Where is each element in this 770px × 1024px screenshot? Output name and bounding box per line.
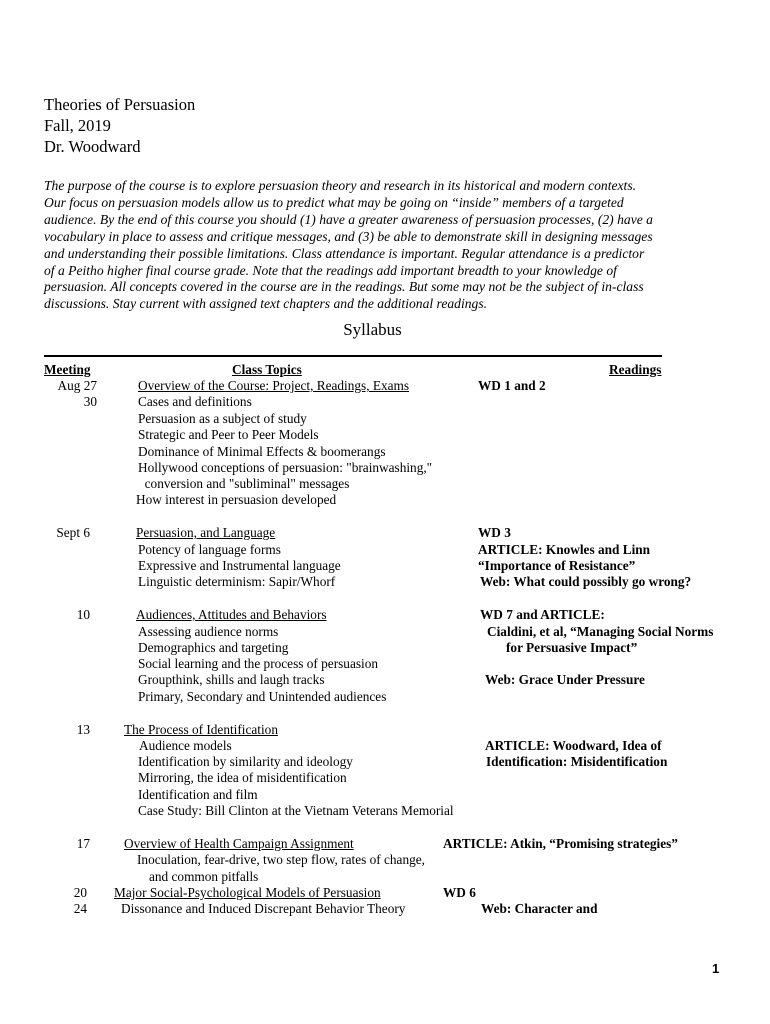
divider-rule (44, 355, 662, 357)
topic-heading: Overview of Health Campaign Assignment (124, 836, 354, 851)
reading-item: Web: What could possibly go wrong? (480, 574, 692, 589)
description-line: vocabulary in place to assess and critique messages, and (3) be able to demonstrate skill in designing messages (44, 228, 653, 244)
description-line: Our focus on persuasion models allow us to predict what may be going on “inside” members of a targeted (44, 194, 624, 210)
description-line: persuasion. All concepts covered in the course are in the readings. But some may not be the subject of in-class (44, 279, 644, 295)
reading-item: Web: Grace Under Pressure (485, 672, 645, 687)
topic-item: Dissonance and Induced Discrepant Behavior Theory (121, 901, 406, 916)
topic-item: Primary, Secondary and Unintended audiences (138, 689, 387, 704)
topic-item: Strategic and Peer to Peer Models (138, 427, 319, 442)
topic-item: Expressive and Instrumental language (138, 558, 341, 573)
topic-item: Dominance of Minimal Effects & boomerangs (138, 444, 386, 459)
reading-item: WD 3 (478, 525, 511, 540)
topic-heading: Overview of the Course: Project, Readings, Exams (138, 378, 410, 393)
description-line: The purpose of the course is to explore persuasion theory and research in its historical and modern contexts. (44, 178, 637, 193)
course-description (44, 178, 734, 313)
topic-heading: The Process of Identification (124, 722, 278, 737)
topic-item: Persuasion as a subject of study (138, 411, 307, 426)
topic-item: and common pitfalls (149, 869, 259, 884)
topic-item: Inoculation, fear-drive, two step flow, rates of change, (137, 852, 425, 867)
description-line: of a Peitho higher final course grade. Note that the readings add important breadth to your knowledge of (44, 262, 617, 278)
meeting-date: Aug 27 (57, 378, 97, 393)
topic-item: Identification by similarity and ideology (138, 754, 353, 769)
course-title: Theories of Persuasion (44, 95, 196, 114)
reading-item: WD 1 and 2 (478, 378, 546, 393)
column-header-readings: Readings (609, 362, 662, 377)
topic-item: Potency of language forms (138, 542, 281, 557)
course-term: Fall, 2019 (44, 116, 111, 135)
topic-item: Social learning and the process of persuasion (138, 656, 379, 671)
column-header-meeting: Meeting (44, 362, 91, 377)
column-header-topics: Class Topics (232, 362, 302, 377)
topic-item: How interest in persuasion developed (136, 492, 337, 507)
topic-item: Cases and definitions (138, 394, 252, 409)
meeting-date: 20 (73, 885, 87, 900)
reading-item: Web: Character and (481, 901, 598, 916)
topic-item: Assessing audience norms (138, 624, 279, 639)
reading-item: ARTICLE: Knowles and Linn (478, 542, 651, 557)
syllabus-title: Syllabus (343, 320, 402, 339)
topic-item: Identification and film (138, 787, 258, 802)
meeting-date: Sept 6 (56, 525, 90, 540)
reading-item: WD 6 (443, 885, 476, 900)
meeting-date: 30 (83, 394, 97, 409)
reading-item: for Persuasive Impact” (506, 640, 638, 655)
reading-item: Cialdini, et al, “Managing Social Norms (487, 624, 714, 639)
meeting-date: 24 (73, 901, 87, 916)
reading-item: “Importance of Resistance” (478, 558, 636, 573)
topic-item: Audience models (139, 738, 232, 753)
topic-item: Linguistic determinism: Sapir/Whorf (138, 574, 336, 589)
topic-item: Mirroring, the idea of misidentification (138, 770, 347, 785)
reading-item: ARTICLE: Atkin, “Promising strategies” (443, 836, 678, 851)
topic-item: Demographics and targeting (138, 640, 289, 655)
topic-item: Case Study: Bill Clinton at the Vietnam Veterans Memorial (138, 803, 454, 818)
meeting-date: 10 (76, 607, 90, 622)
reading-item: WD 7 and ARTICLE: (480, 607, 605, 622)
page-number: 1 (712, 961, 720, 976)
topic-heading: Audiences, Attitudes and Behaviors (136, 607, 327, 622)
reading-item: Identification: Misidentification (486, 754, 668, 769)
meeting-date: 17 (76, 836, 90, 851)
topic-heading: Major Social-Psychological Models of Persuasion (114, 885, 381, 900)
topic-item: conversion and "subliminal" messages (138, 476, 350, 491)
description-line: discussions. Stay current with assigned text chapters and the additional readings. (44, 296, 488, 312)
reading-item: ARTICLE: Woodward, Idea of (485, 738, 662, 753)
topic-heading: Persuasion, and Language (136, 525, 276, 540)
topic-item: Groupthink, shills and laugh tracks (138, 672, 325, 687)
description-line: and understanding their possible limitations. Class attendance is important. Regular attendance is a predictor (44, 245, 645, 261)
description-line: audience. By the end of this course you should (1) have a greater awareness of persuasion processes, (2) have a (44, 211, 653, 227)
topic-item: Hollywood conceptions of persuasion: "brainwashing," (138, 460, 433, 475)
meeting-date: 13 (76, 722, 90, 737)
instructor-name: Dr. Woodward (44, 137, 141, 156)
